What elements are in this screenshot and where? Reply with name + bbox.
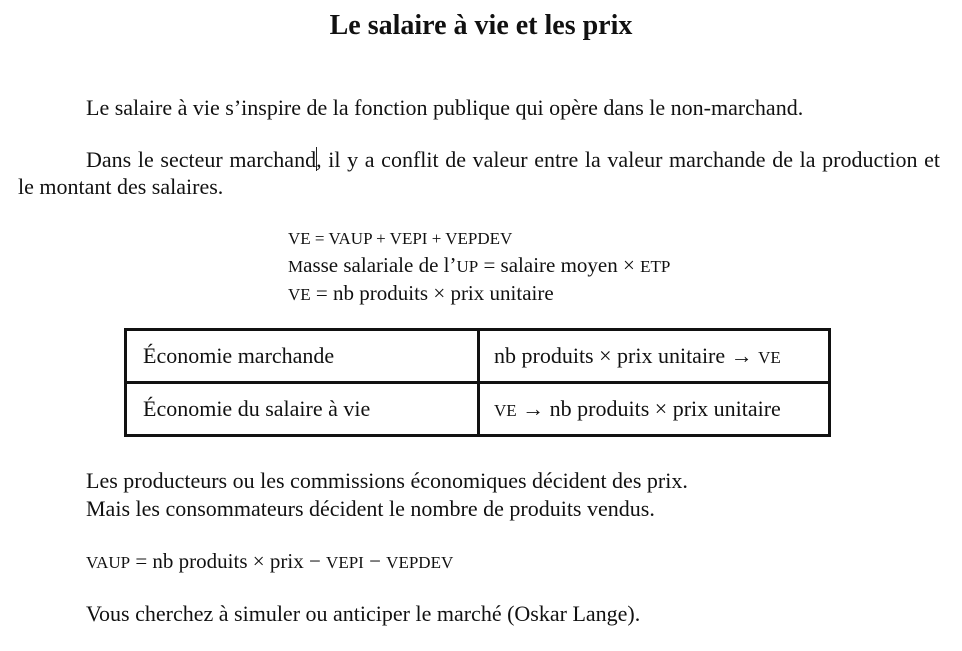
statement-producers: Les producteurs ou les commissions économiques décident des prix. — [86, 468, 688, 493]
formula-part: ETP — [640, 257, 671, 276]
formula-part: nb produits × prix unitaire → — [494, 343, 759, 368]
table-row — [126, 383, 830, 436]
formula-part: VE — [758, 348, 781, 367]
formula-ve-produits — [288, 280, 670, 308]
statement-consumers: Mais les consommateurs décident le nombre de produits vendus. — [86, 496, 655, 521]
statements-block — [86, 467, 688, 523]
paragraph-conflict-text-a: Dans le secteur marchand — [86, 147, 317, 172]
paragraph-conflict — [18, 146, 940, 200]
closing-statement: Vous cherchez à simuler ou anticiper le marché (Oskar Lange). — [86, 601, 641, 626]
table-cell-label: Économie du salaire à vie — [126, 383, 479, 436]
formula-part: VEPI — [326, 553, 364, 572]
formula-part: = salaire moyen × — [478, 253, 641, 277]
page-title: Le salaire à vie et les prix — [329, 10, 633, 41]
formula-part: M — [288, 257, 304, 276]
economy-comparison-table — [124, 328, 831, 437]
paragraph-conflict-text-b: , il y a conflit de valeur entre la valeur marchande de la production et le montant des salaires. — [18, 147, 940, 199]
formula-part: asse salariale de l’ — [303, 253, 457, 277]
formula-block — [288, 224, 670, 308]
formula-masse-salariale — [288, 252, 670, 280]
table-row — [126, 330, 830, 383]
formula-part: = nb produits × prix − — [130, 549, 327, 573]
formula-ve-text: VE = VAUP + VEPI + VEPDEV — [288, 229, 513, 248]
formula-part: VE — [288, 285, 311, 304]
formula-part: VAUP — [86, 553, 131, 572]
paragraph-intro-text: Le salaire à vie s’inspire de la fonction publique qui opère dans le non-marchand. — [86, 95, 804, 120]
formula-part: VEPDEV — [386, 553, 454, 572]
formula-part: UP — [456, 257, 479, 276]
table-cell-formula — [479, 383, 830, 436]
formula-ve — [288, 224, 670, 252]
formula-part: VE — [494, 401, 517, 420]
formula-part: → nb produits × prix unitaire — [516, 396, 781, 421]
paragraph-intro — [18, 94, 940, 121]
table-cell-formula — [479, 330, 830, 383]
formula-part: = nb produits × prix unitaire — [310, 281, 554, 305]
formula-part: − — [363, 549, 387, 573]
table-cell-label: Économie marchande — [126, 330, 479, 383]
formula-vaup — [86, 547, 453, 577]
